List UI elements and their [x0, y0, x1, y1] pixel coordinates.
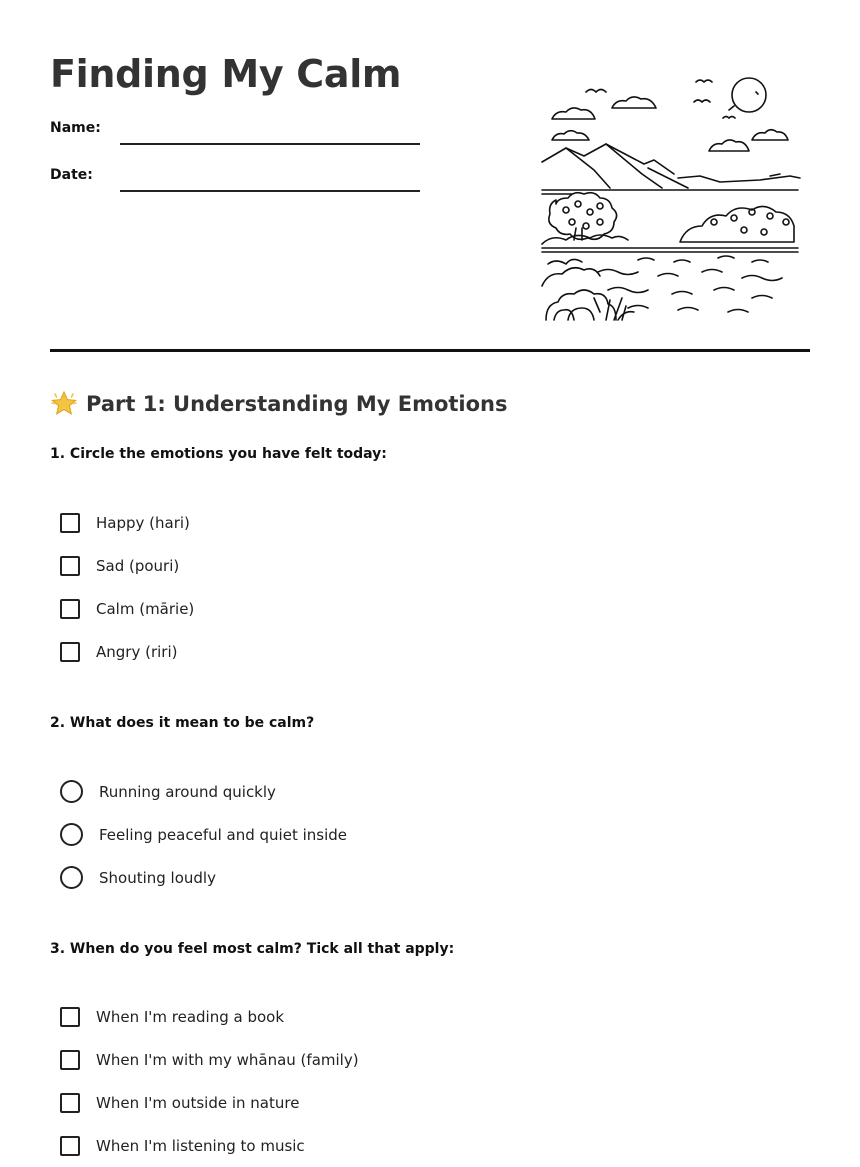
option-label: Running around quickly	[99, 782, 276, 801]
option-label: Angry (riri)	[96, 642, 178, 661]
option-label: Calm (mārie)	[96, 599, 195, 618]
checkbox[interactable]	[60, 1093, 80, 1113]
option-label: When I'm outside in nature	[96, 1093, 300, 1112]
name-line[interactable]	[120, 143, 420, 145]
star-icon	[50, 390, 78, 418]
option-label: When I'm reading a book	[96, 1007, 285, 1026]
name-field	[50, 116, 420, 146]
radio-button[interactable]	[60, 866, 83, 889]
option-happy[interactable]	[60, 501, 560, 544]
checkbox[interactable]	[60, 642, 80, 662]
option-angry[interactable]	[60, 630, 560, 673]
checkbox[interactable]	[60, 1136, 80, 1156]
part1-heading-text: Part 1: Understanding My Emotions	[86, 392, 508, 416]
option-label: Feeling peaceful and quiet inside	[99, 825, 348, 844]
option-label: Sad (pouri)	[96, 556, 180, 575]
option-whanau[interactable]	[60, 1038, 560, 1081]
date-field	[50, 163, 420, 193]
question-3-options	[60, 995, 560, 1167]
option-reading[interactable]	[60, 995, 560, 1038]
option-calm[interactable]	[60, 587, 560, 630]
option-label: When I'm listening to music	[96, 1136, 305, 1155]
option-sad[interactable]	[60, 544, 560, 587]
option-nature[interactable]	[60, 1081, 560, 1124]
option-label: When I'm with my whānau (family)	[96, 1050, 359, 1069]
option-label: Shouting loudly	[99, 868, 216, 887]
question-1-options	[60, 501, 560, 673]
question-3: 3. When do you feel most calm? Tick all that apply:	[50, 941, 455, 957]
option-label: Happy (hari)	[96, 513, 190, 532]
checkbox[interactable]	[60, 1050, 80, 1070]
radio-button[interactable]	[60, 823, 83, 846]
date-line[interactable]	[120, 190, 420, 192]
question-2: 2. What does it mean to be calm?	[50, 715, 315, 731]
checkbox[interactable]	[60, 1007, 80, 1027]
question-1: 1. Circle the emotions you have felt today:	[50, 446, 387, 462]
question-2-options	[60, 770, 560, 899]
option-peaceful[interactable]	[60, 813, 560, 856]
checkbox[interactable]	[60, 513, 80, 533]
part1-heading	[50, 389, 508, 419]
option-shouting[interactable]	[60, 856, 560, 899]
checkbox[interactable]	[60, 556, 80, 576]
worksheet-title: Finding My Calm	[50, 52, 402, 96]
radio-button[interactable]	[60, 780, 83, 803]
header-divider	[50, 349, 810, 352]
checkbox[interactable]	[60, 599, 80, 619]
date-label: Date:	[50, 167, 93, 183]
lake-landscape-illustration	[538, 72, 802, 322]
name-label: Name:	[50, 120, 101, 136]
option-running[interactable]	[60, 770, 560, 813]
